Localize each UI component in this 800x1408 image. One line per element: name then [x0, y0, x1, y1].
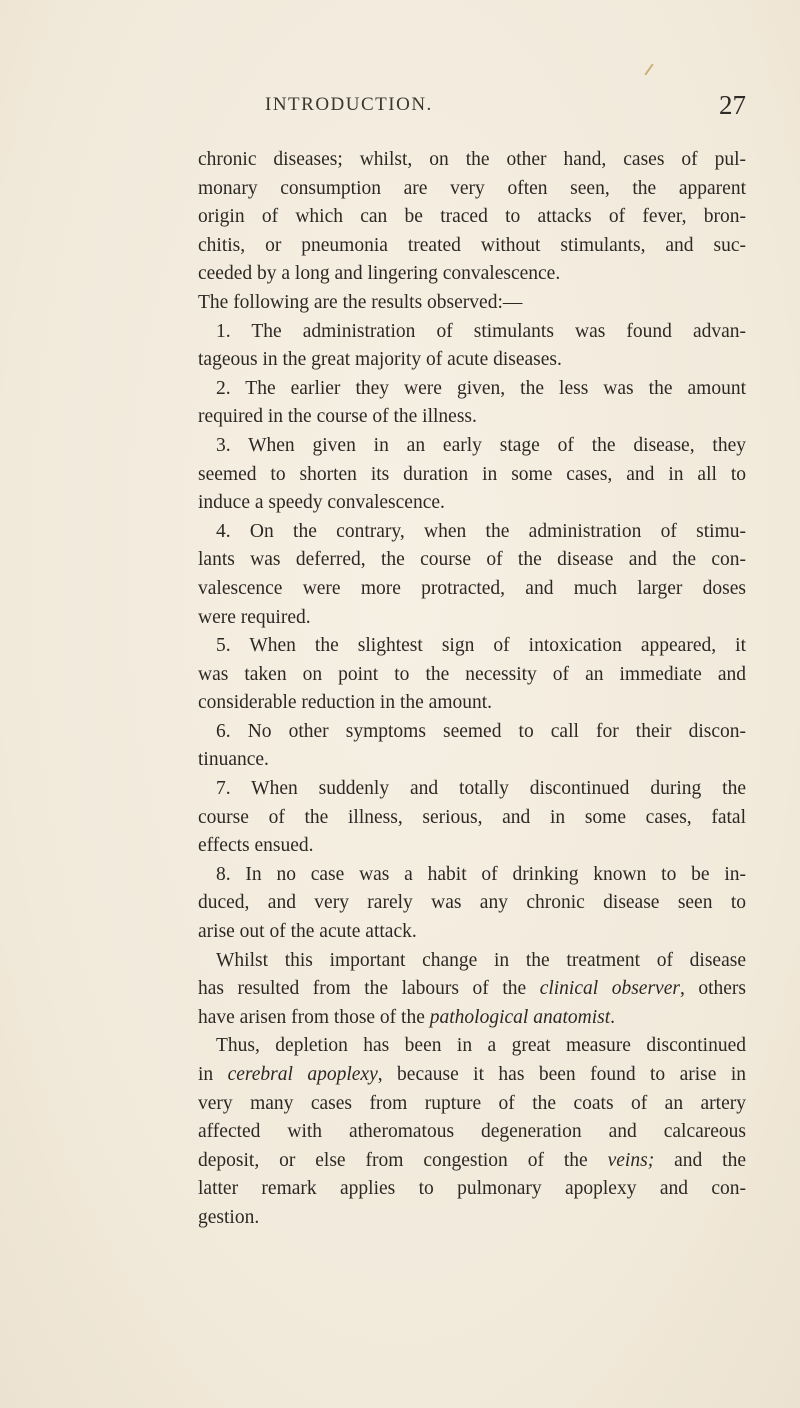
- list-item-4-line: lants was deferred, the course of the disease and the con-: [198, 549, 746, 571]
- list-item-4-line: valescence were more protracted, and much larger doses: [198, 577, 746, 599]
- list-item-8-line: duced, and very rarely was any chronic disease seen to: [198, 892, 746, 914]
- list-item-1-line: tageous in the great majority of acute diseases.: [198, 349, 562, 371]
- list-item-7-line: 7. When suddenly and totally discontinued during the: [216, 778, 746, 800]
- text-line: gestion.: [198, 1206, 260, 1228]
- list-item-1-line: 1. The administration of stimulants was found advan-: [216, 320, 746, 342]
- text-line: [198, 1004, 746, 1033]
- text-span: , others: [679, 978, 747, 1000]
- italic-term: veins;: [607, 1149, 655, 1171]
- text-line: Whilst this important change in the treatment of disease: [216, 949, 746, 971]
- list-item-3-line: induce a speedy convalescence.: [198, 492, 445, 514]
- list-item-2-line: required in the course of the illness.: [198, 406, 477, 428]
- list-item-7-line: course of the illness, serious, and in some cases, fatal: [198, 806, 746, 828]
- list-item-8-line: 8. In no case was a habit of drinking known to be in-: [216, 863, 746, 885]
- italic-term: clinical observer: [539, 978, 680, 1000]
- italic-term: cerebral apoplexy: [227, 1064, 378, 1085]
- text-line: [198, 1061, 746, 1090]
- text-line: [198, 1147, 746, 1176]
- text-span: in: [198, 1064, 228, 1085]
- running-head: INTRODUCTION.: [265, 94, 433, 115]
- text-line: chronic diseases; whilst, on the other hand, cases of pul-: [198, 149, 746, 170]
- list-item-5-line: 5. When the slightest sign of intoxication appeared, it: [216, 635, 746, 657]
- text-line: chitis, or pneumonia treated without stimulants, and suc-: [198, 234, 746, 256]
- text-line: affected with atheromatous degeneration and calcareous: [198, 1121, 746, 1143]
- text-span: has resulted from the labours of the: [198, 978, 540, 1000]
- text-line: origin of which can be traced to attacks of fever, bron-: [198, 206, 746, 228]
- text-line: monary consumption are very often seen, the apparent: [198, 177, 746, 199]
- list-item-8-line: arise out of the acute attack.: [198, 921, 417, 943]
- text-span: , because it has been found to arise in: [377, 1064, 746, 1085]
- text-line: [198, 975, 746, 1004]
- list-item-3-line: 3. When given in an early stage of the disease, they: [216, 434, 746, 456]
- list-item-5-line: considerable reduction in the amount.: [198, 692, 493, 714]
- list-item-6-line: 6. No other symptoms seemed to call for their discon-: [216, 720, 746, 742]
- list-item-3-line: seemed to shorten its duration in some cases, and in all to: [198, 463, 746, 485]
- text-span: and the: [654, 1149, 746, 1171]
- text-line: very many cases from rupture of the coats of an artery: [198, 1092, 746, 1114]
- text-span: .: [610, 1006, 616, 1028]
- body-text: [198, 146, 746, 1233]
- list-item-7-line: effects ensued.: [198, 835, 314, 857]
- text-line: Thus, depletion has been in a great measure discontinued: [216, 1035, 746, 1057]
- page-header: [200, 90, 746, 134]
- text-span: deposit, or else from congestion of the: [198, 1149, 608, 1171]
- list-item-2-line: 2. The earlier they were given, the less was the amount: [216, 377, 746, 399]
- list-item-5-line: was taken on point to the necessity of an immediate and: [198, 663, 746, 685]
- text-span: have arisen from those of the: [198, 1006, 430, 1028]
- list-item-6-line: tinuance.: [198, 749, 269, 771]
- list-item-4-line: were required.: [198, 606, 311, 628]
- list-item-4-line: 4. On the contrary, when the administration of stimu-: [216, 520, 746, 542]
- page-number: 27: [719, 90, 746, 120]
- text-line: ceeded by a long and lingering convalescence.: [198, 263, 561, 285]
- text-line: latter remark applies to pulmonary apoplexy and con-: [198, 1178, 746, 1200]
- margin-tick-mark: [644, 64, 653, 76]
- italic-term: pathological anatomist: [429, 1006, 611, 1028]
- text-line: The following are the results observed:—: [198, 291, 523, 313]
